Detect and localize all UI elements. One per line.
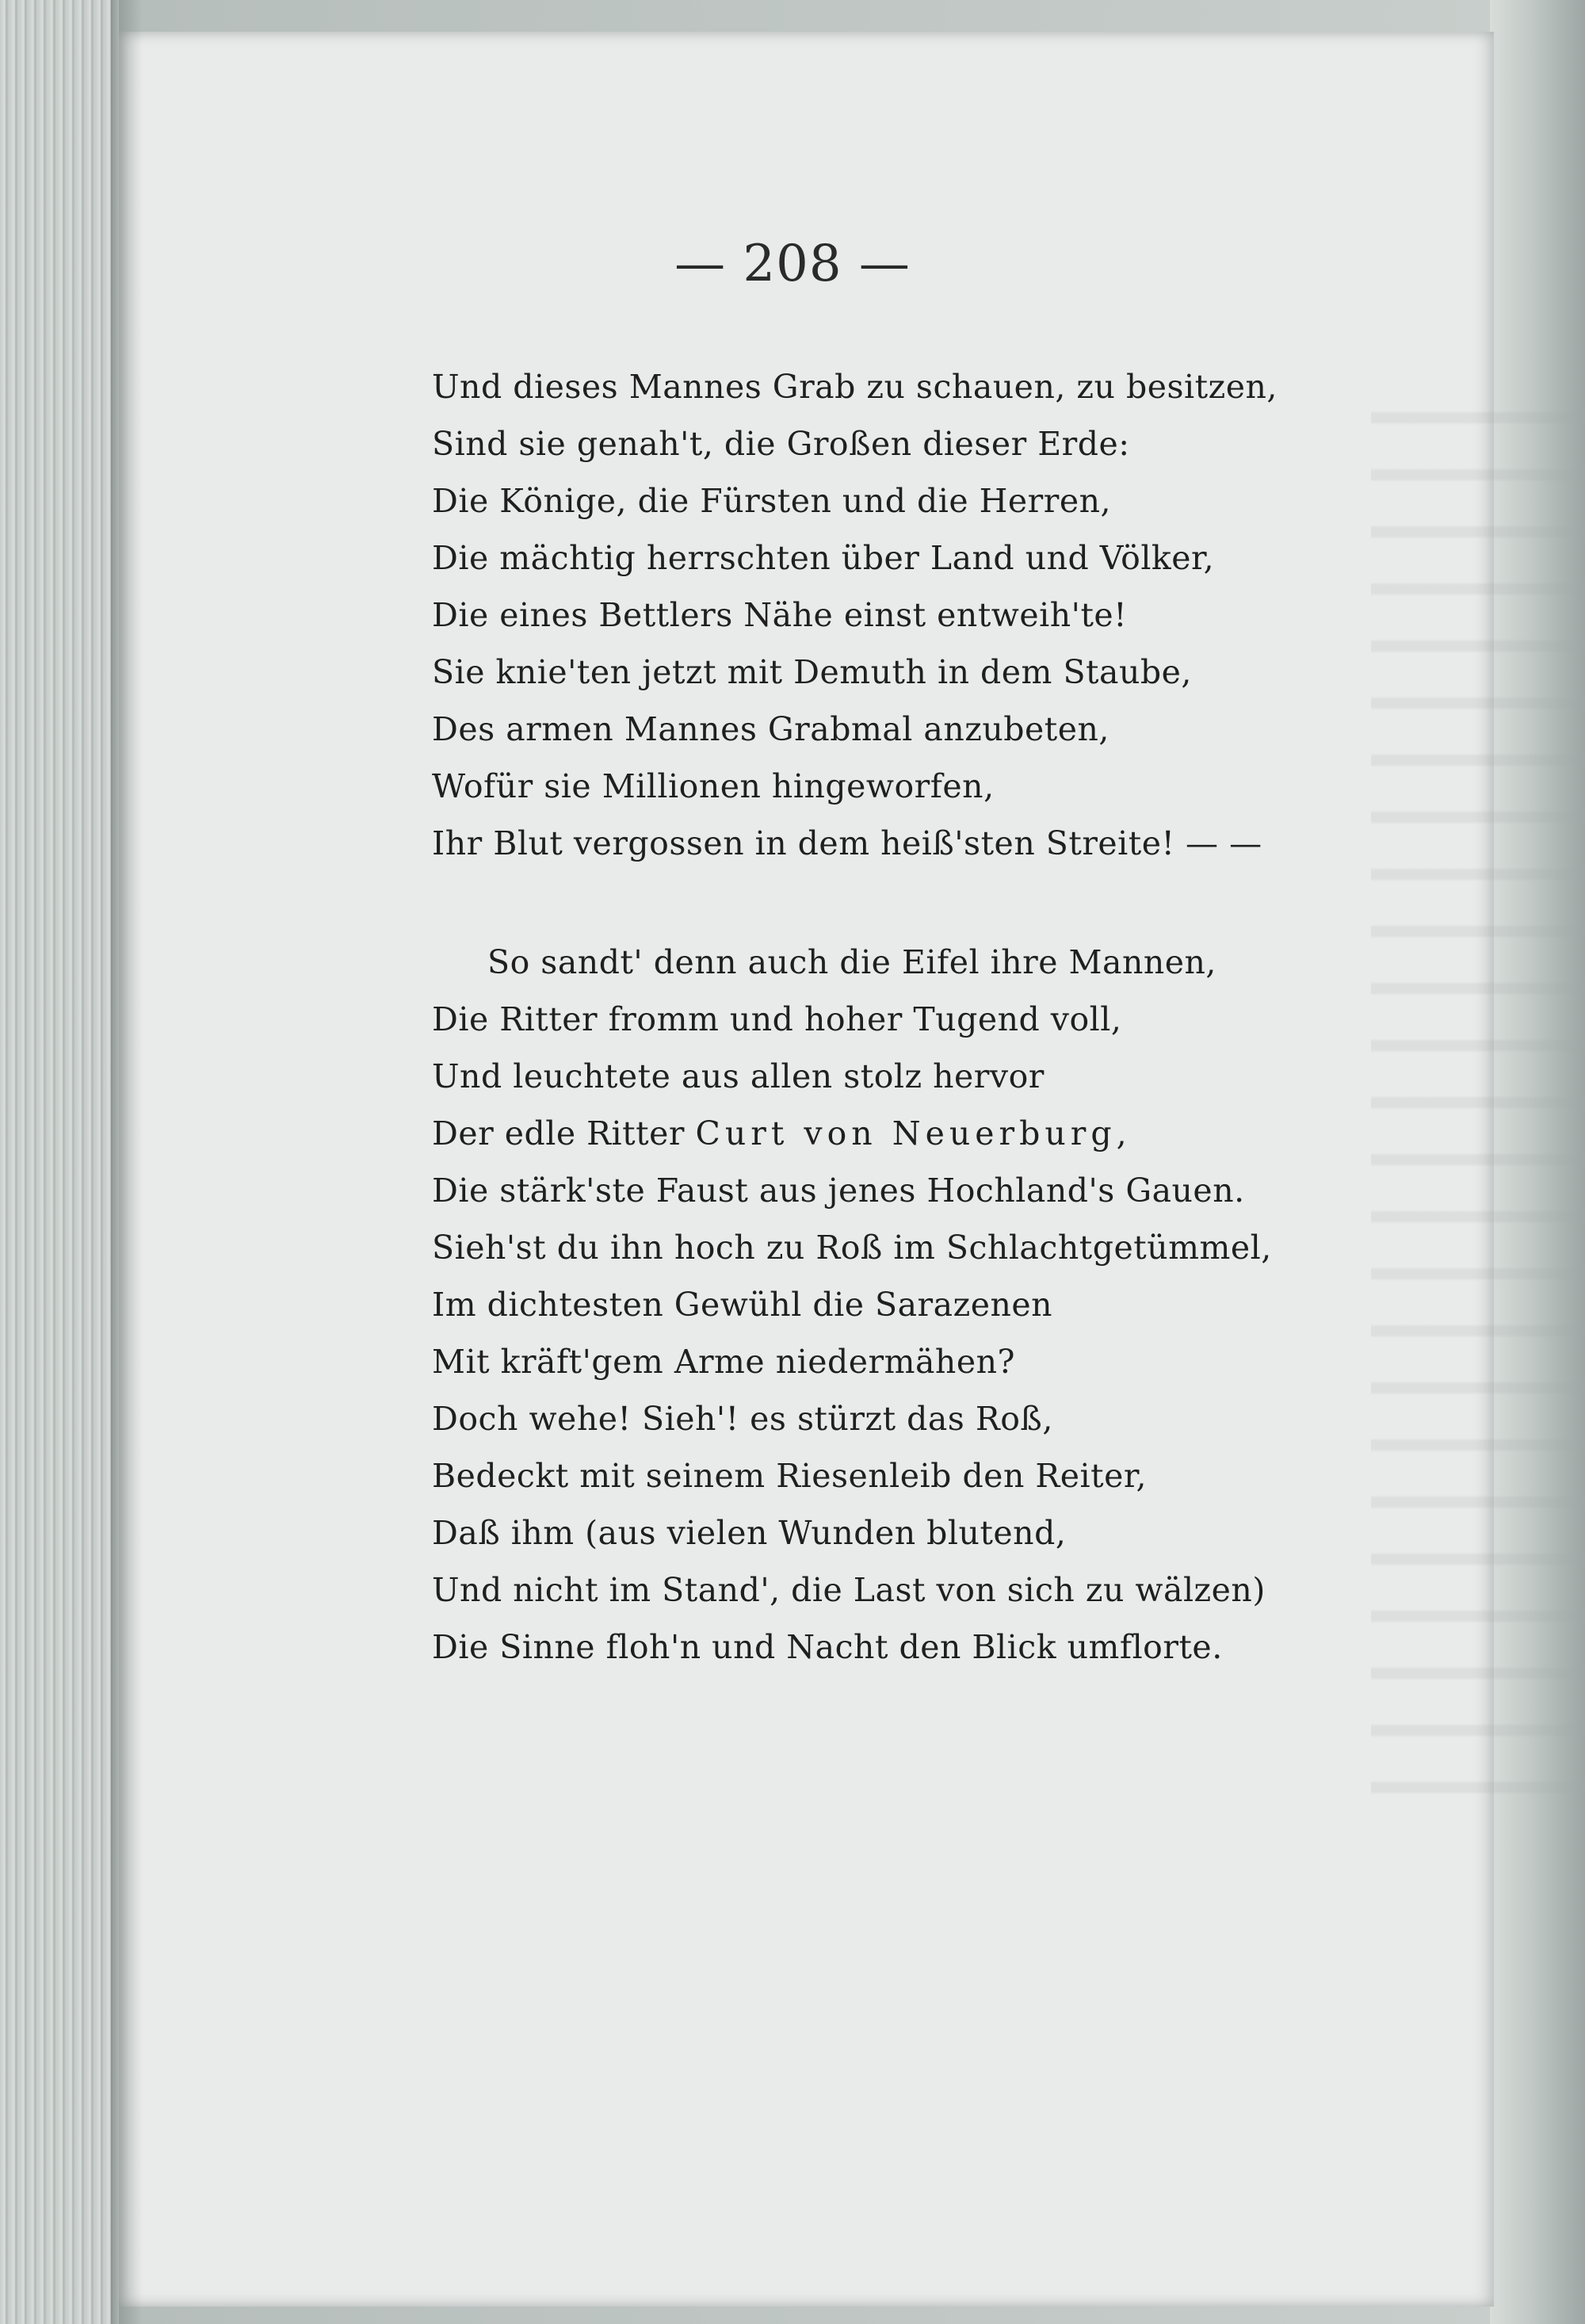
poem-line: So sandt' denn auch die Eifel ihre Mannen,	[487, 943, 1216, 981]
poem-line: Die Könige, die Fürsten und die Herren,	[432, 482, 1112, 520]
poem-text	[432, 358, 1320, 1676]
poem-line: Ihr Blut vergossen in dem heiß'sten Streite! — —	[432, 824, 1262, 862]
poem-line: Mit kräft'gem Arme niedermähen?	[432, 1343, 1015, 1381]
stanza-1	[432, 358, 1320, 872]
stanza-gap	[432, 872, 1320, 934]
poem-line: Sind sie genah't, die Großen dieser Erde:	[432, 425, 1130, 463]
poem-line: Sieh'st du ihn hoch zu Roß im Schlachtgetümmel,	[432, 1229, 1272, 1267]
left-page-edges	[0, 0, 119, 2324]
poem-line: Die Sinne floh'n und Nacht den Blick umflorte.	[432, 1628, 1223, 1666]
bleed-through	[1371, 373, 1585, 1799]
poem-line: Die eines Bettlers Nähe einst entweih'te!	[432, 596, 1128, 634]
poem-line: Wofür sie Millionen hingeworfen,	[432, 767, 995, 805]
poem-line: Und nicht im Stand', die Last von sich zu wälzen)	[432, 1571, 1266, 1609]
poem-line: Die Ritter fromm und hoher Tugend voll,	[432, 1000, 1122, 1038]
knight-name: Curt von Neuerburg	[695, 1114, 1117, 1152]
page-number: — 208 —	[674, 235, 911, 293]
poem-line: Daß ihm (aus vielen Wunden blutend,	[432, 1514, 1067, 1552]
binding-shadow	[111, 0, 143, 2324]
poem-line: Und dieses Mannes Grab zu schauen, zu besitzen,	[432, 368, 1278, 406]
poem-line: Des armen Mannes Grabmal anzubeten,	[432, 710, 1110, 748]
poem-line: Doch wehe! Sieh'! es stürzt das Roß,	[432, 1400, 1053, 1438]
poem-line: Bedeckt mit seinem Riesenleib den Reiter,	[432, 1457, 1147, 1495]
poem-line: Sie knie'ten jetzt mit Demuth in dem Staube,	[432, 653, 1192, 691]
stanza-2	[432, 934, 1320, 1676]
poem-line-with-name	[432, 1105, 1320, 1162]
poem-line: Und leuchtete aus allen stolz hervor	[432, 1057, 1045, 1095]
poem-line: Die stärk'ste Faust aus jenes Hochland's Gauen.	[432, 1172, 1245, 1210]
poem-line: Im dichtesten Gewühl die Sarazenen	[432, 1286, 1053, 1324]
name-suffix: ,	[1116, 1114, 1128, 1152]
poem-line: Die mächtig herrschten über Land und Völker,	[432, 539, 1215, 577]
poem-line-prefix: Der edle Ritter	[432, 1114, 685, 1152]
